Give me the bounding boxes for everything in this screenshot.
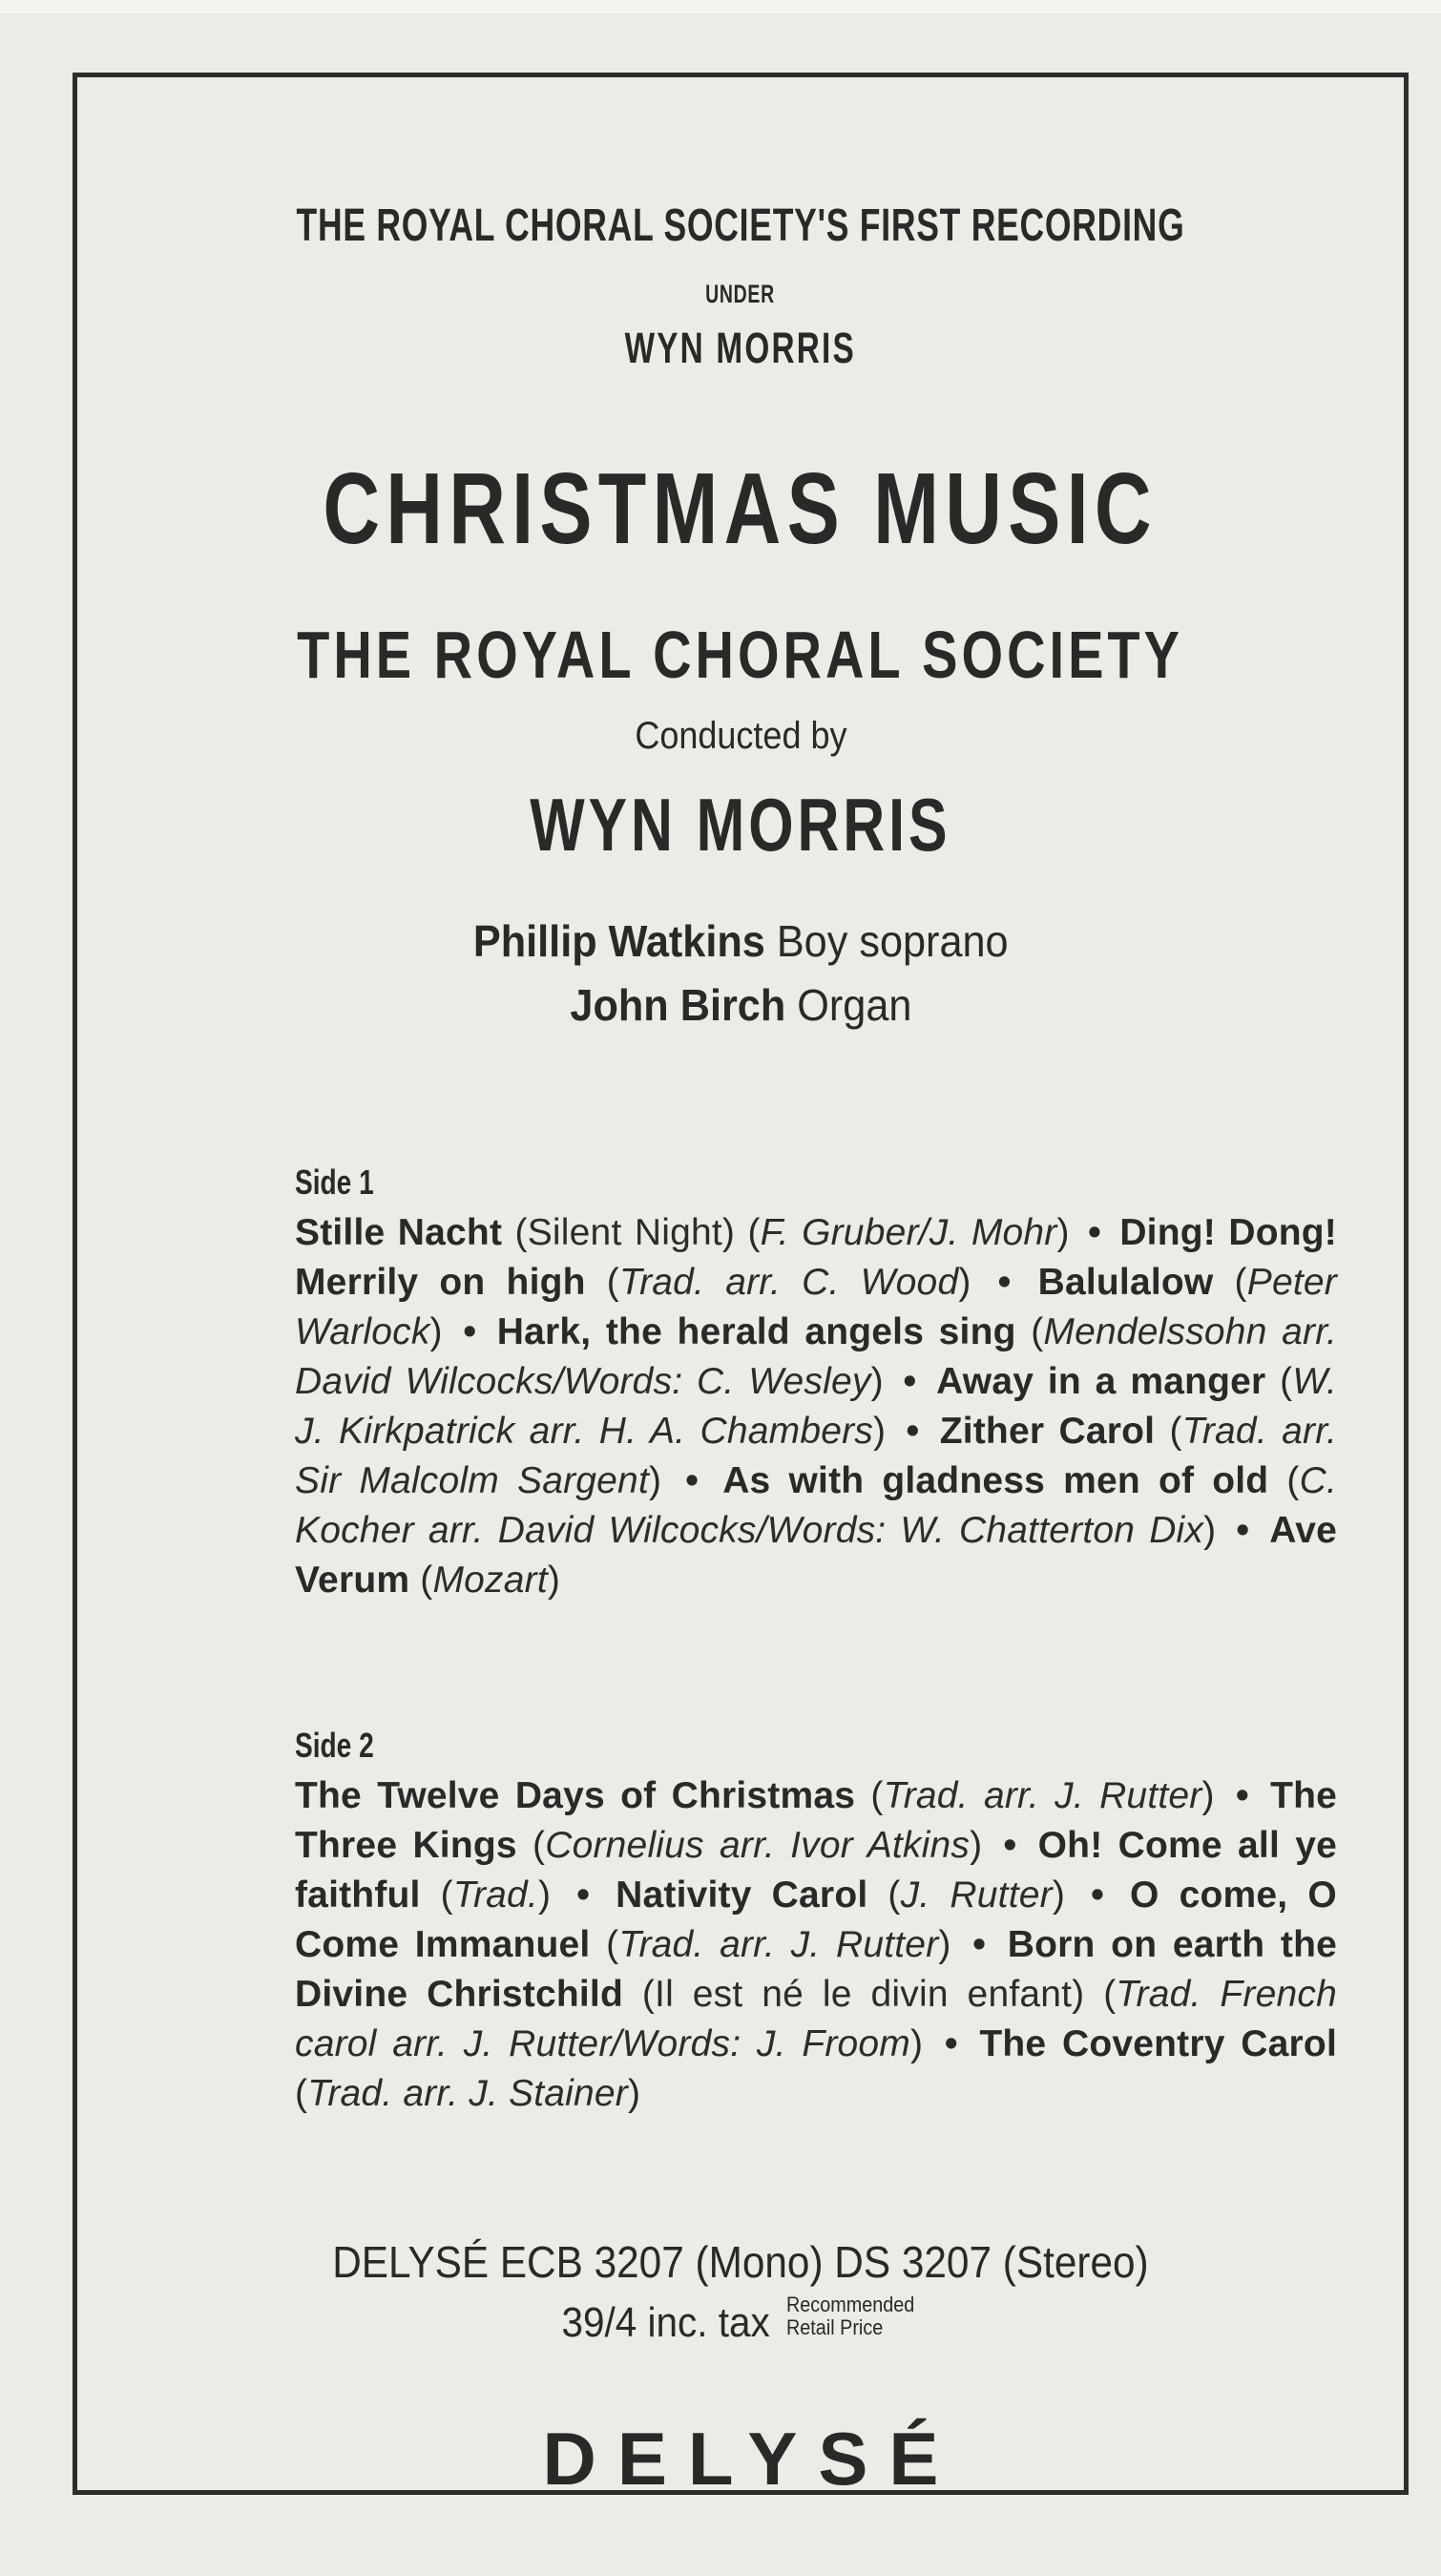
performer-role: Boy soprano [776,916,1009,966]
performer-line [77,979,1404,1031]
track-separator-bullet: • [944,2023,958,2064]
track-title: Stille Nacht [295,1212,503,1253]
headline-text: THE ROYAL CHORAL SOCIETY'S FIRST RECORDING [296,200,1185,251]
performer-line [77,915,1404,967]
track-title: Balulalow [1037,1262,1214,1303]
ensemble-name [77,617,1404,693]
track-credit: Trad. arr. J. Stainer [307,2073,628,2114]
track-title: Ding! Dong! Merrily on high [295,1212,1337,1303]
side-2-label: Side 2 [295,1726,374,1765]
price-note-line1: Recommended [786,2293,915,2316]
ensemble-name-text: THE ROYAL CHORAL SOCIETY [297,618,1184,692]
track-separator-bullet: • [1088,1212,1101,1253]
track-credit: Trad. arr. J. Rutter [883,1775,1202,1816]
track-item: Balulalow (Peter Warlock) [295,1262,1337,1352]
track-title: The Three Kings [295,1775,1337,1866]
conductor-small [77,324,1404,373]
track-item: Ave Verum (Mozart) [295,1510,1337,1601]
track-credit: W. J. Kirkpatrick arr. H. A. Chambers [295,1361,1337,1452]
headline [77,199,1404,252]
track-separator-bullet: • [903,1361,917,1402]
conductor-name [77,782,1404,869]
track-credit: F. Gruber/J. Mohr [760,1212,1057,1253]
performer-role: Organ [796,980,912,1030]
track-separator-bullet: • [1003,1825,1017,1866]
label-logo-text: DELYSÉ [542,2417,960,2501]
price-note-line2: Retail Price [786,2315,884,2339]
label-logo [77,2416,1404,2503]
track-subtitle: (Il est né le divin enfant) [641,1974,1085,2015]
track-credit: Trad. arr. Sir Malcolm Sargent [295,1411,1338,1501]
track-credit: Peter Warlock [295,1262,1337,1352]
track-item: Ding! Dong! Merrily on high (Trad. arr. C. Wood) [295,1212,1337,1303]
side-1-tracklist [295,1208,1337,1605]
track-credit: Trad. French carol arr. J. Rutter/Words: J. Froom [295,1974,1337,2064]
track-credit: J. Rutter [900,1874,1053,1916]
track-credit: C. Kocher arr. David Wilcocks/Words: W. Chatterton Dix [295,1460,1337,1551]
track-credit: Trad. [452,1874,538,1916]
track-item: Born on earth the Divine Christchild (Il est né le divin enfant) (Trad. French carol arr. J. Rutter/Words: J. Froom) [295,1924,1337,2064]
side-2-tracklist [295,1771,1337,2119]
track-item: Nativity Carol (J. Rutter) [616,1874,1066,1916]
track-separator-bullet: • [1091,1874,1104,1916]
track-separator-bullet: • [576,1874,591,1916]
under-text: UNDER [705,280,776,308]
track-credit: Mendelssohn arr. David Wilcocks/Words: C. Wesley [295,1311,1338,1402]
album-title [77,451,1404,567]
track-title: The Coventry Carol [979,2023,1337,2064]
conductor-name-text: WYN MORRIS [530,783,951,867]
performer-name: John Birch [569,980,785,1030]
side-2-section [295,1726,1337,2119]
track-subtitle: (Silent Night) [514,1212,736,1253]
track-item: Oh! Come all ye faithful (Trad.) [295,1825,1337,1916]
track-separator-bullet: • [1236,1510,1250,1551]
track-credit: Trad. arr. C. Wood [618,1262,959,1303]
track-credit: Trad. arr. J. Rutter [618,1924,939,1965]
track-title: Born on earth the Divine Christchild [295,1924,1337,2015]
track-item: As with gladness men of old (C. Kocher arr. David Wilcocks/Words: W. Chatterton Dix) [295,1460,1337,1551]
price-line [77,2293,1404,2347]
track-item: Stille Nacht (Silent Night) (F. Gruber/J. Mohr) [295,1212,1070,1253]
track-item: Zither Carol (Trad. arr. Sir Malcolm Sargent) [295,1411,1338,1501]
track-title: The Twelve Days of Christmas [295,1775,856,1816]
track-item: Hark, the herald angels sing (Mendelssohn arr. David Wilcocks/Words: C. Wesley) [295,1311,1338,1402]
track-item: O come, O Come Immanuel (Trad. arr. J. Rutter) [295,1874,1337,1965]
track-title: O come, O Come Immanuel [295,1874,1337,1965]
track-item: Away in a manger (W. J. Kirkpatrick arr. H. A. Chambers) [295,1361,1337,1452]
track-separator-bullet: • [997,1262,1012,1303]
paper-top-edge [0,0,1441,13]
track-title: Oh! Come all ye faithful [295,1825,1337,1916]
price-note [786,2293,914,2339]
album-title-text: CHRISTMAS MUSIC [323,452,1159,565]
track-title: Away in a manger [936,1361,1266,1402]
side-1-section [295,1162,1337,1605]
track-title: Ave Verum [295,1510,1337,1601]
track-separator-bullet: • [463,1311,477,1352]
under-label [77,280,1404,309]
track-item: The Coventry Carol (Trad. arr. J. Stainer) [295,2023,1337,2114]
track-credit: Mozart [432,1560,548,1601]
track-separator-bullet: • [1235,1775,1249,1816]
catalog-numbers [77,2236,1404,2288]
performer-name: Phillip Watkins [472,916,765,966]
track-title: Nativity Carol [616,1874,868,1916]
track-separator-bullet: • [685,1460,700,1501]
page-border [73,73,1409,2501]
conducted-by-label [77,715,1404,758]
track-title: Zither Carol [939,1411,1156,1452]
track-separator-bullet: • [972,1924,987,1965]
conductor-small-text: WYN MORRIS [624,324,857,372]
track-separator-bullet: • [906,1411,920,1452]
catalog-text: DELYSÉ ECB 3207 (Mono) DS 3207 (Stereo) [332,2237,1149,2287]
track-title: Hark, the herald angels sing [496,1311,1016,1352]
track-title: As with gladness men of old [722,1460,1269,1501]
track-item: The Twelve Days of Christmas (Trad. arr. J. Rutter) [295,1775,1215,1816]
side-1-label: Side 1 [295,1162,374,1202]
conducted-by-text: Conducted by [634,715,847,757]
track-item: The Three Kings (Cornelius arr. Ivor Atkins) [295,1775,1337,1866]
price-amount: 39/4 inc. tax [561,2299,770,2346]
track-credit: Cornelius arr. Ivor Atkins [545,1825,971,1866]
